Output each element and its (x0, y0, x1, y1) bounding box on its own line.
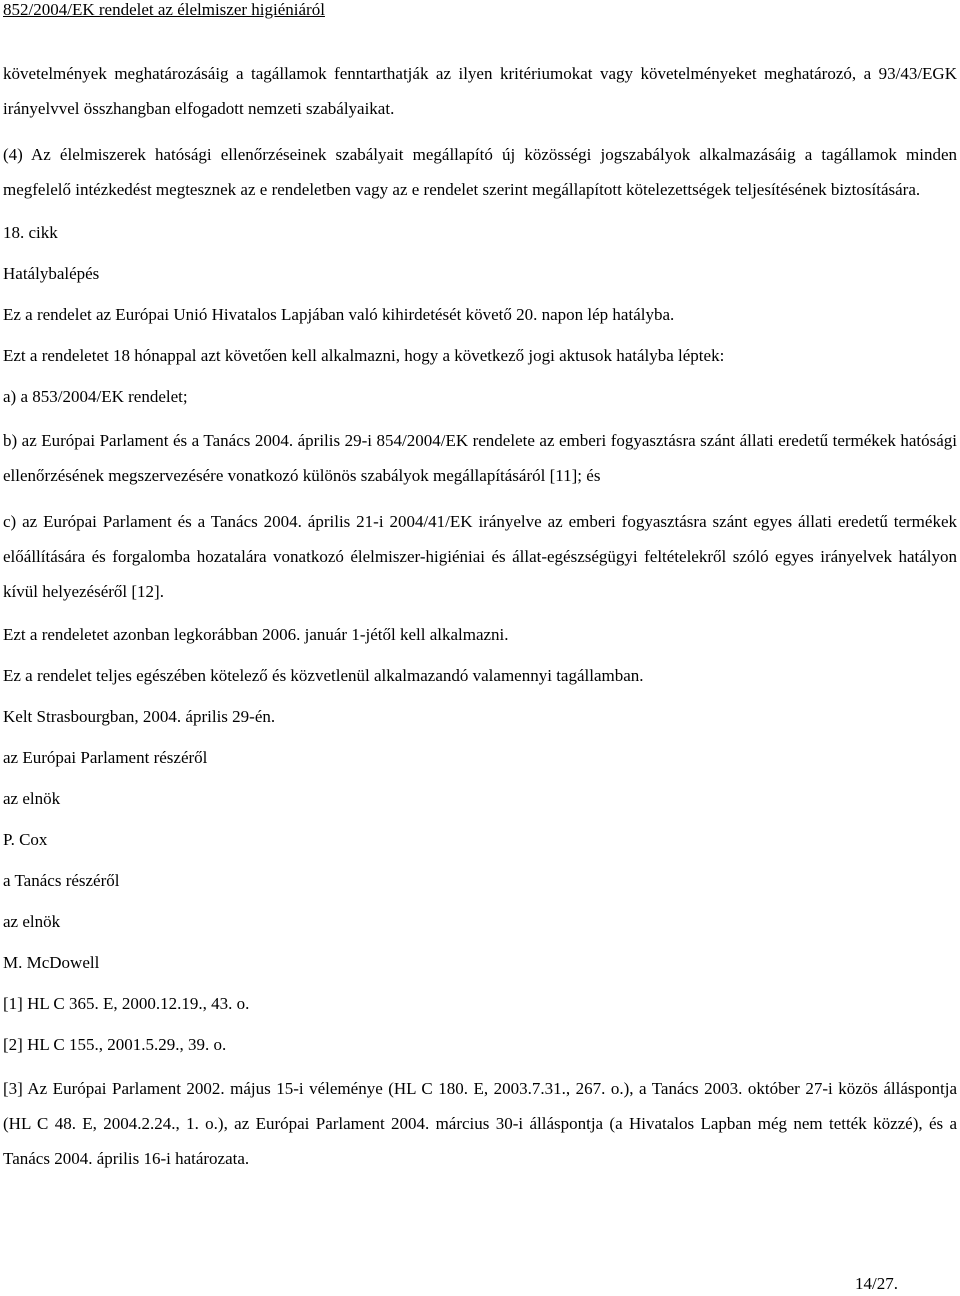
list-item-a: a) a 853/2004/EK rendelet; (3, 387, 188, 406)
article-title: Hatálybalépés (3, 264, 100, 283)
place-and-date: Kelt Strasbourgban, 2004. április 29-én. (3, 707, 276, 726)
footnote-3: [3] Az Európai Parlament 2002. május 15-i véleménye (HL C 180. E, 2003.7.31., 267. o.), a Tanács 2003. október 27-i közös álláspontja (HL C 48. E, 2004.2.24., 1. o.), az Európai Parlament 2004. március 30-i álláspontja (a Hivatalos Lapban még nem tették közzé), és a Tanács 2004. április 16-i határozata. (3, 1079, 957, 1168)
signatory-title: az elnök (3, 789, 61, 808)
list-item-c: c) az Európai Parlament és a Tanács 2004. április 21-i 2004/41/EK irányelve az emberi fogyasztásra szánt egyes állati eredetű termékek előállítására és forgalomba hozatalára vonatkozó élelmiszer-higiéniai és állat-egészségügyi feltételekről szóló egyes irányelvek hatályon kívül helyezéséről [12]. (3, 512, 957, 601)
signatory-name: M. McDowell (3, 953, 100, 972)
paragraph-binding: Ez a rendelet teljes egészében kötelező és közvetlenül alkalmazandó valamennyi tagállamban. (3, 666, 644, 685)
page-number: 14/27. (855, 1274, 898, 1293)
paragraph-earliest-application: Ezt a rendeletet azonban legkorábban 2006. január 1-jétől kell alkalmazni. (3, 625, 509, 644)
document-body (3, 56, 957, 1187)
paragraph-4: (4) Az élelmiszerek hatósági ellenőrzéseinek szabályait megállapító új közösségi jogszabályok alkalmazásáig a tagállamok minden megfelelő intézkedést megtesznek az e rendeletben vagy az e rendelet szerint megállapított kötelezettségek teljesítésének biztosítására. (3, 145, 957, 199)
signatory-parliament: az Európai Parlament részéről (3, 748, 208, 767)
signatory-council: a Tanács részéről (3, 871, 120, 890)
paragraph-entry-into-force: Ez a rendelet az Európai Unió Hivatalos Lapjában való kihirdetését követő 20. napon lép hatályba. (3, 305, 675, 324)
signatory-title: az elnök (3, 912, 61, 931)
paragraph-application: Ezt a rendeletet 18 hónappal azt követően kell alkalmazni, hogy a következő jogi aktusok hatályba léptek: (3, 346, 725, 365)
list-item-b: b) az Európai Parlament és a Tanács 2004. április 29-i 854/2004/EK rendelete az emberi fogyasztásra szánt állati eredetű termékek hatósági ellenőrzésének megszervezésére vonatkozó különös szabályok megállapításáról [11]; és (3, 431, 957, 485)
paragraph-continuation: követelmények meghatározásáig a tagállamok fenntarthatják az ilyen kritériumokat vagy követelményeket meghatározó, a 93/43/EGK irányelvvel összhangban elfogadott nemzeti szabályaikat. (3, 64, 957, 118)
document-title-link[interactable]: 852/2004/EK rendelet az élelmiszer higiéniáról (3, 0, 325, 19)
footnote-2: [2] HL C 155., 2001.5.29., 39. o. (3, 1035, 227, 1054)
article-number: 18. cikk (3, 223, 58, 242)
footnote-1: [1] HL C 365. E, 2000.12.19., 43. o. (3, 994, 250, 1013)
signatory-name: P. Cox (3, 830, 48, 849)
